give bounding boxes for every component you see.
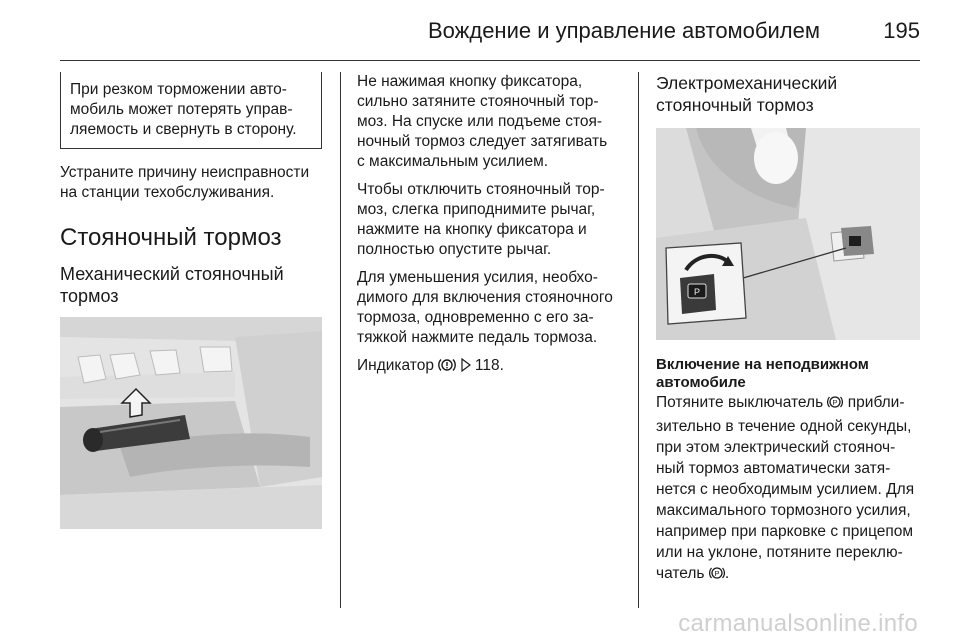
- handbrake-illustration: [60, 317, 322, 529]
- reference-triangle-icon[interactable]: [461, 358, 471, 378]
- svg-text:P: P: [714, 568, 720, 578]
- svg-text:P: P: [832, 397, 838, 407]
- heading-electromechanical-brake: Электромеханический стояночный тормоз: [656, 73, 838, 115]
- parking-brake-p-icon: [827, 394, 843, 416]
- paragraph-reduce-force: Для уменьшения усилия, необхо- димого для включения стояночного тормоза, одновременно с его за- тяжкой нажмите педаль тормоза.: [357, 269, 613, 346]
- svg-text:P: P: [693, 287, 701, 297]
- parking-brake-p-icon: [709, 565, 725, 587]
- warning-box: [60, 72, 322, 149]
- sub-heading-mechanical-brake: Механический стояночный тормоз: [60, 264, 284, 306]
- paragraph-apply-brake: Не нажимая кнопку фиксатора, сильно затяните стояночный тор- моз. На спуске или подъеме стоя- ночный тормоз следует затягивать с максимальным усилием.: [357, 73, 608, 170]
- column-divider-1: [340, 72, 341, 608]
- warning-line: мобиль может потерять управ-: [70, 101, 293, 118]
- brake-warning-icon: [438, 357, 456, 379]
- electric-brake-illustration: [656, 128, 920, 340]
- subheading-stationary-vehicle: Включение на неподвижном автомобиле: [656, 356, 869, 391]
- column-3: [656, 72, 924, 595]
- figure-mechanical-handbrake: [60, 317, 322, 529]
- column-1: [60, 72, 322, 529]
- header-divider: [60, 60, 920, 61]
- watermark: carmanualsonline.info: [678, 610, 918, 637]
- section-heading-parking-brake: Стояночный тормоз: [60, 224, 282, 251]
- figure-electric-brake-switch: [656, 128, 920, 340]
- warning-line: При резком торможении авто-: [70, 81, 287, 98]
- column-divider-2: [638, 72, 639, 608]
- column-2: [357, 72, 627, 387]
- warning-line: ляемость и свернуть в сторону.: [70, 121, 297, 138]
- paragraph-indicator-ref: Индикатор 118.: [357, 356, 627, 379]
- paragraph-release-brake: Чтобы отключить стояночный тор- моз, слегка приподнимите рычаг, нажмите на кнопку фиксатора и полностью опустите рычаг.: [357, 181, 605, 258]
- paragraph-repair: Устраните причину неисправности на станции техобслуживания.: [60, 164, 310, 201]
- paragraph-electric-brake: Потяните выключатель P прибли- зительно в течение одной секунды, при этом электрический стояноч- ный тормоз автоматически затя- нется с необходимым усилием. Для максимального тормозного усилия, например при парковке с прицепом или на уклоне, потяните переклю- чатель P .: [656, 392, 924, 587]
- page-number: 195: [883, 18, 920, 43]
- page-header-title: Вождение и управление автомобилем: [427, 18, 820, 43]
